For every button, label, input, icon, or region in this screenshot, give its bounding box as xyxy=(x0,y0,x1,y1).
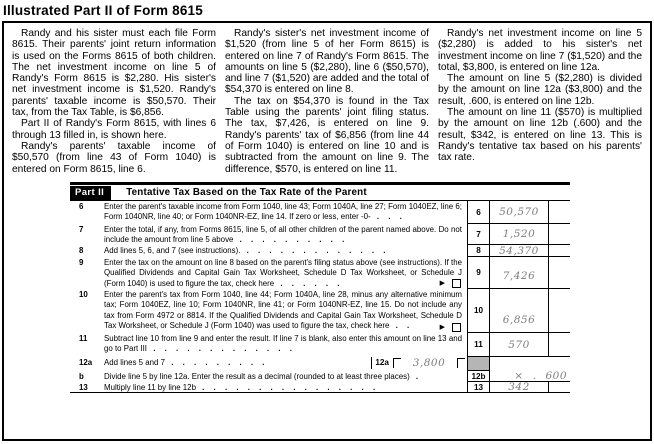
line-12b-description xyxy=(70,371,468,382)
line-11-cents-cell xyxy=(548,333,570,357)
line-12a-shaded-cell xyxy=(468,357,490,371)
line-8-text: Add lines 5, 6, and 7 (see instructions). xyxy=(104,246,241,255)
form-8615-part2 xyxy=(70,182,570,393)
line-10-number: 10 xyxy=(79,290,88,299)
line-8-box-number: 8 xyxy=(468,245,490,257)
paragraph: Randy's sister's net investment income of $1,520 (from line 5 of her Form 8615) is entered on line 7 of Randy's Form 8615. The amounts on line 5 ($2,280), line 6 ($50,570), and line 7 ($1,520) are added and the total of $54,370 is entered on line 8. xyxy=(225,28,429,96)
line-13-text: Multiply line 11 by line 12b xyxy=(104,383,196,392)
line-12b-text: Divide line 5 by line 12a. Enter the result as a decimal (rounded to at least three places) xyxy=(104,372,410,381)
dot-leader: . . . . . . xyxy=(280,278,340,288)
line-6-amount-cell xyxy=(490,201,548,224)
form-row-12b xyxy=(70,371,570,382)
part-ii-badge: Part II xyxy=(70,186,111,200)
form-row-9 xyxy=(70,257,570,289)
line-12a-value: 3,800 xyxy=(412,356,446,369)
dot-leader: . . . . . . . . . . . . . xyxy=(153,344,293,354)
dot-leader: . . . . . . . . . . . . . xyxy=(246,246,386,255)
line-10-cents-cell xyxy=(548,289,570,333)
line-8-number: 8 xyxy=(79,246,84,255)
decimal-point: . xyxy=(532,370,537,382)
line-13-box-number: 13 xyxy=(468,382,490,393)
paragraph: Randy's net investment income on line 5 ($2,280) is added to his sister's net investment income on line 7 ($1,520) and the total, $3,800, is entered on line 12a. xyxy=(438,28,642,73)
line-9-cents-cell xyxy=(548,257,570,289)
line-7-box-number: 7 xyxy=(468,224,490,245)
paragraph: The tax on $54,370 is found in the Tax Table using the parents' joint filing status. The tax, $7,426, is entered on line 9. Randy's parents' tax of $6,856 (from line 44 of Form 1040) is entered on line 10 and is subtracted from the amount on line 9. The difference, $570, is entered on line 11. xyxy=(225,95,429,175)
form-row-13 xyxy=(70,382,570,393)
line-7-number: 7 xyxy=(79,225,84,234)
line-10-amount-cell xyxy=(490,289,548,333)
dot-leader: . . . . . . . . . xyxy=(171,358,265,367)
line-8-description xyxy=(70,245,468,257)
line-10-text: Enter the parent's tax from Form 1040, line 44; Form 1040A, line 28, minus any alternative minimum tax; Form 1040EZ, line 10; Form 1040NR, line 41; or Form 1040NR-EZ, line 15. Do not include any tax from Form 4972 or 8814. If the Qualified Dividends and Capital Gain Tax Worksheet, Schedule D Tax Worksheet, or Schedule J (Form 1040) was used to figure the tax, check here xyxy=(104,290,462,330)
line-8-value: 54,370 xyxy=(499,244,539,257)
line-6-box-number: 6 xyxy=(468,201,490,224)
line-12a-open-cents xyxy=(548,357,570,371)
line-11-description xyxy=(70,333,468,357)
page-title: Illustrated Part II of Form 8615 xyxy=(3,3,203,18)
line-13-description xyxy=(70,382,468,393)
content-frame xyxy=(2,21,652,441)
entry-box-bracket xyxy=(393,358,401,368)
line-11-number: 11 xyxy=(79,334,88,343)
line-11-amount-cell xyxy=(490,333,548,357)
form-row-10 xyxy=(70,289,570,333)
intro-column-1 xyxy=(12,28,216,175)
line-12b-number: b xyxy=(79,372,84,381)
line-8-cents-cell xyxy=(548,245,570,257)
line-11-text: Subtract line 10 from line 9 and enter the result. If line 7 is blank, also enter this amount on line 13 and go to Part III xyxy=(104,334,462,354)
line-13-cents-cell xyxy=(548,382,570,393)
line-7-amount-cell xyxy=(490,224,548,245)
line-12b-box-number: 12b xyxy=(468,371,490,382)
line-7-description xyxy=(70,224,468,245)
line-10-description xyxy=(70,289,468,333)
intro-column-3 xyxy=(438,28,642,175)
line-12b-value: 600 xyxy=(545,370,567,382)
form-row-8 xyxy=(70,245,570,257)
multiply-sign: × xyxy=(514,370,524,382)
paragraph: Randy's parents' taxable income of $50,570 (from line 43 of Form 1040) is entered on Form 8615, line 6. xyxy=(12,140,216,175)
line-12a-number: 12a xyxy=(79,358,93,367)
dot-leader: . . . xyxy=(376,212,403,222)
dot-leader: . . xyxy=(395,320,410,330)
line-6-cents-cell xyxy=(548,201,570,224)
line-11-value: 570 xyxy=(508,338,530,351)
line-6-value: 50,570 xyxy=(499,206,539,218)
line-6-number: 6 xyxy=(79,202,84,211)
part-ii-title: Tentative Tax Based on the Tax Rate of the Parent xyxy=(126,187,367,198)
line-8-amount-cell xyxy=(490,245,548,257)
line-13-number: 13 xyxy=(79,383,88,392)
paragraph: Randy and his sister must each file Form 8615. Their parents' joint return information is used on the Forms 8615 of both children. The net investment income on line 5 of Randy's Form 8615 is $2,280. His sister's net investment income is $1,520. Randy's parents' taxable income is $50,570. Their tax, from the Tax Table, is $6,856. xyxy=(12,28,216,119)
form-part-header xyxy=(70,185,570,201)
line-11-box-number: 11 xyxy=(468,333,490,357)
line-6-description xyxy=(70,201,468,224)
line-6-text: Enter the parent's taxable income from Form 1040, line 43; Form 1040A, line 27; Form 1040EZ, line 6; Form 1040NR, line 40; or Form 1040NR-EZ, line 14. If zero or less, enter -0- xyxy=(104,202,462,222)
entry-box-bracket xyxy=(457,358,465,368)
intro-column-2 xyxy=(225,28,429,175)
line-12a-text: Add lines 5 and 7 xyxy=(104,358,165,367)
form-row-7 xyxy=(70,224,570,245)
paragraph: Part II of Randy's Form 8615, with lines 6 through 13 filled in, is shown here. xyxy=(12,118,216,141)
line-9-number: 9 xyxy=(79,258,84,267)
line-12a-open-cell xyxy=(490,357,548,371)
arrow-right-icon: ▶ xyxy=(439,324,445,331)
line-12b-amount-cell xyxy=(490,371,570,382)
line-13-amount-cell xyxy=(490,382,548,393)
line-9-text: Enter the tax on the amount on line 8 based on the parent's filing status above (see instructions). If the Qualified Dividends and Capital Gain Tax Worksheet, Schedule D Tax Worksheet, or Schedule J (Form 1040) is used to figure the tax, check here xyxy=(104,258,462,288)
form-row-12a xyxy=(70,357,570,371)
dot-leader: . xyxy=(415,372,419,381)
line-9-check-here xyxy=(440,279,461,288)
line-7-text: Enter the total, if any, from Forms 8615, line 5, of all other children of the parent named above. Do not include the amount from line 5 above xyxy=(104,225,462,245)
dot-leader: . . . . . . . . . . xyxy=(239,235,345,245)
line-9-value: 7,426 xyxy=(502,270,536,282)
form-row-6 xyxy=(70,201,570,224)
form-row-11 xyxy=(70,333,570,357)
line-13-value: 342 xyxy=(508,381,530,393)
line-9-description xyxy=(70,257,468,289)
line-12a-entry-box xyxy=(371,356,465,370)
line-7-cents-cell xyxy=(548,224,570,245)
paragraph: The amount on line 11 ($570) is multiplied by the amount on line 12b (.600) and the result, $342, is entered on line 13. This is Randy's tentative tax based on his parents' tax rate. xyxy=(438,107,642,164)
line-9-checkbox[interactable] xyxy=(452,279,461,288)
dot-leader: . . . . . . . . . . . . . . . . xyxy=(202,383,376,392)
line-10-check-here xyxy=(440,323,461,332)
line-9-box-number: 9 xyxy=(468,257,490,289)
line-10-value: 6,856 xyxy=(502,314,536,326)
line-12a-description xyxy=(70,357,468,371)
line-12a-box-label: 12a xyxy=(375,357,389,367)
line-7-value: 1,520 xyxy=(502,228,536,240)
line-10-checkbox[interactable] xyxy=(452,323,461,332)
entry-box-divider xyxy=(371,357,372,369)
line-10-box-number: 10 xyxy=(468,289,490,333)
arrow-right-icon: ▶ xyxy=(439,280,445,287)
line-9-amount-cell xyxy=(490,257,548,289)
paragraph: The amount on line 5 ($2,280) is divided by the amount on line 12a ($3,800) and the result, .600, is entered on line 12b. xyxy=(438,73,642,107)
intro-text xyxy=(4,23,650,175)
